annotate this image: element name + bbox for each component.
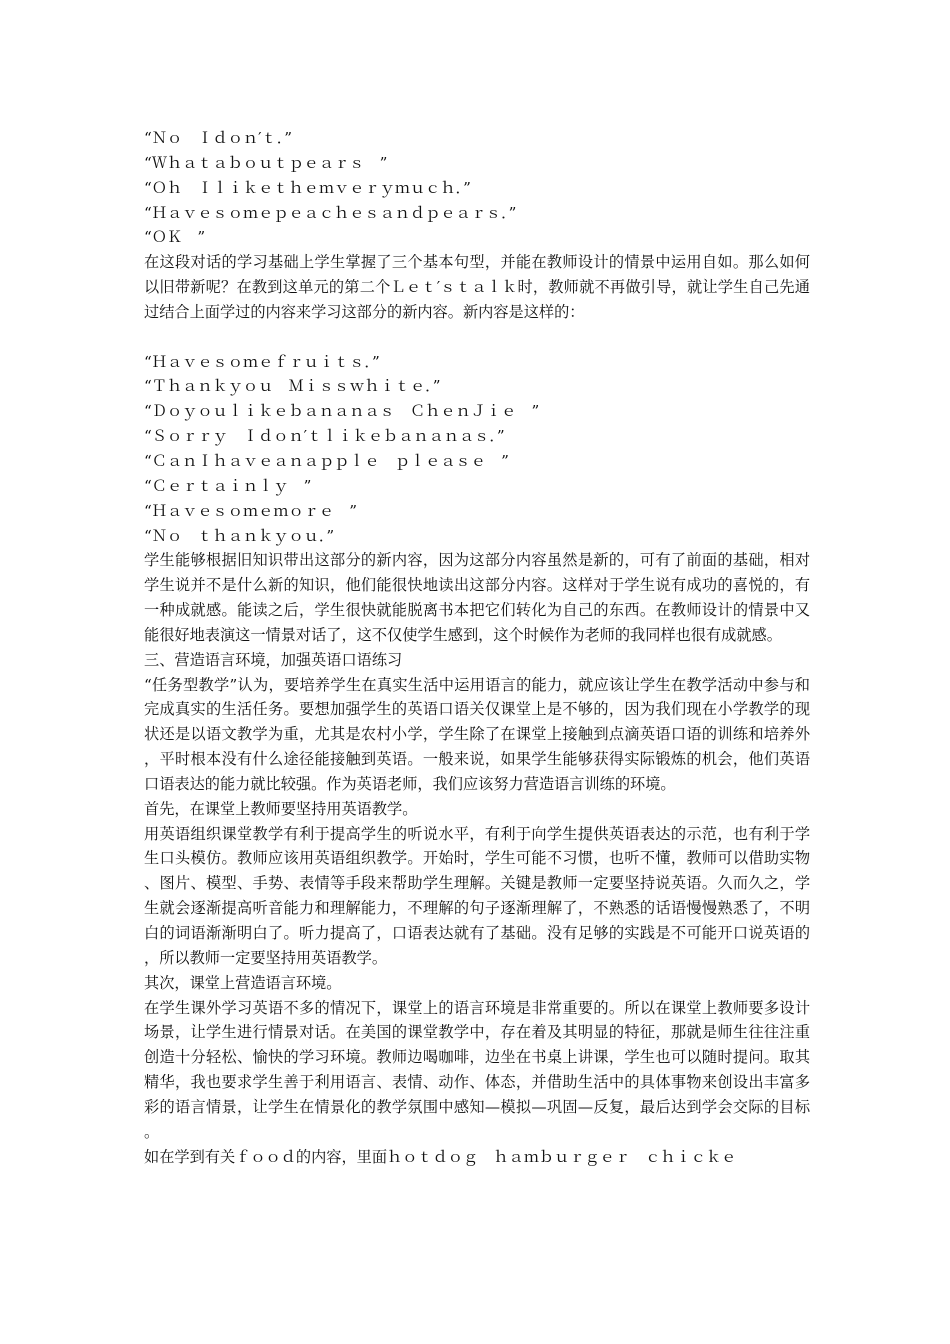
- paragraph: 在这段对话的学习基础上学生掌握了三个基本句型，并能在教师设计的情景中运用自如。那么如何以旧带新呢？在教到这单元的第二个Ｌｅｔ′ｓｔａｌｋ时，教师就不再做引导，就让学生自己先通过结合上面学过的内容来学习这部分的新内容。新内容是这样的：: [144, 253, 810, 321]
- section-heading: 三、营造语言环境，加强英语口语练习: [144, 650, 403, 669]
- paragraph: “任务型教学”认为，要培养学生在真实生活中运用语言的能力，就应该让学生在教学活动中参与和完成真实的生活任务。要想加强学生的英语口语关仅课堂上是不够的，因为我们现在小学教学的现状还是以语文教学为重，尤其是农村小学，学生除了在课堂上接触到点滴英语口语的训练和培养外，平时根本没有什么途径能接触到英语。一般来说，如果学生能够获得实际锻炼的机会，他们英语口语表达的能力就比较强。作为英语老师，我们应该努力营造语言训练的环境。: [144, 675, 810, 793]
- dialogue-line: “Ｈａｖｅｓｏｍｅｆｒｕｉｔｓ．”: [144, 352, 380, 371]
- dialogue-line: “Ｔｈａｎｋｙｏｕ Ｍｉｓｓｗｈｉｔｅ．”: [144, 377, 441, 396]
- paragraph: 在学生课外学习英语不多的情况下，课堂上的语言环境是非常重要的。所以在课堂上教师要多设计场景，让学生进行情景对话。在美国的课堂教学中，存在着及其明显的特征，那就是师生往往注重创造十分轻松、愉快的学习环境。教师边喝咖啡，边坐在书桌上讲课，学生也可以随时提问。取其精华，我也要求学生善于利用语言、表情、动作、体态，并借助生活中的具体事物来创设出丰富多彩的语言情景，让学生在情景化的教学氛围中感知—模拟—巩固—反复，最后达到学会交际的目标。: [144, 998, 810, 1141]
- dialogue-line: “Ｗｈａｔａｂｏｕｔｐｅａｒｓ ”: [144, 153, 388, 172]
- dialogue-line: “Ｓｏｒｒｙ Ｉｄｏｎ′ｔｌｉｋｅｂａｎａｎａｓ．”: [144, 427, 505, 446]
- paragraph-partial: 如在学到有关ｆｏｏｄ的内容，里面ｈｏｔｄｏｇ ｈａｍｂｕｒｇｅｒ ｃｈｉｃｋｅ: [144, 1147, 737, 1166]
- dialogue-line: “ＣａｎＩｈａｖｅａｎａｐｐｌｅ ｐｌｅａｓｅ ”: [144, 451, 509, 470]
- paragraph: 学生能够根据旧知识带出这部分的新内容，因为这部分内容虽然是新的，可有了前面的基础，相对学生说并不是什么新的知识，他们能很快地读出这部分内容。这样对于学生说有成功的喜悦的，有一种成就感。能读之后，学生很快就能脱离书本把它们转化为自己的东西。在教师设计的情景中又能很好地表演这一情景对话了，这不仅使学生感到，这个时候作为老师的我同样也很有成就感。: [144, 551, 810, 644]
- dialogue-line: “Ｃｅｒｔａｉｎｌｙ ”: [144, 476, 312, 495]
- dialogue-line: “Ｈａｖｅｓｏｍｅｍｏｒｅ ”: [144, 501, 357, 520]
- dialogue-line: “Ｎｏ Ｉｄｏｎ′ｔ．”: [144, 129, 293, 147]
- dialogue-line: “Ｄｏｙｏｕｌｉｋｅｂａｎａｎａｓ ＣｈｅｎＪｉｅ ”: [144, 402, 540, 421]
- dialogue-line: “Ｈａｖｅｓｏｍｅｐｅａｃｈｅｓａｎｄｐｅａｒｓ．”: [144, 203, 517, 222]
- subheading: 首先，在课堂上教师要坚持用英语教学。: [144, 799, 418, 818]
- dialogue-line: “Ｏｈ Ｉｌｉｋｅｔｈｅｍｖｅｒｙｍｕｃｈ．”: [144, 178, 471, 197]
- dialogue-line: “ＯＫ ”: [144, 228, 206, 247]
- blank-line: [144, 325, 810, 350]
- paragraph: 用英语组织课堂教学有利于提高学生的听说水平，有利于向学生提供英语表达的示范，也有利于学生口头模仿。教师应该用英语组织教学。开始时，学生可能不习惯，也听不懂，教师可以借助实物、图片、模型、手势、表情等手段来帮助学生理解。关键是教师一定要坚持说英语。久而久之，学生就会逐渐提高听音能力和理解能力，不理解的句子逐渐理解了，不熟悉的话语慢慢熟悉了，不明白的词语渐渐明白了。听力提高了，口语表达就有了基础。没有足够的实践是不可能开口说英语的，所以教师一定要坚持用英语教学。: [144, 824, 810, 967]
- dialogue-line: “Ｎｏ ｔｈａｎｋｙｏｕ．”: [144, 526, 335, 545]
- document-page: [144, 126, 810, 1169]
- subheading: 其次，课堂上营造语言环境。: [144, 973, 342, 992]
